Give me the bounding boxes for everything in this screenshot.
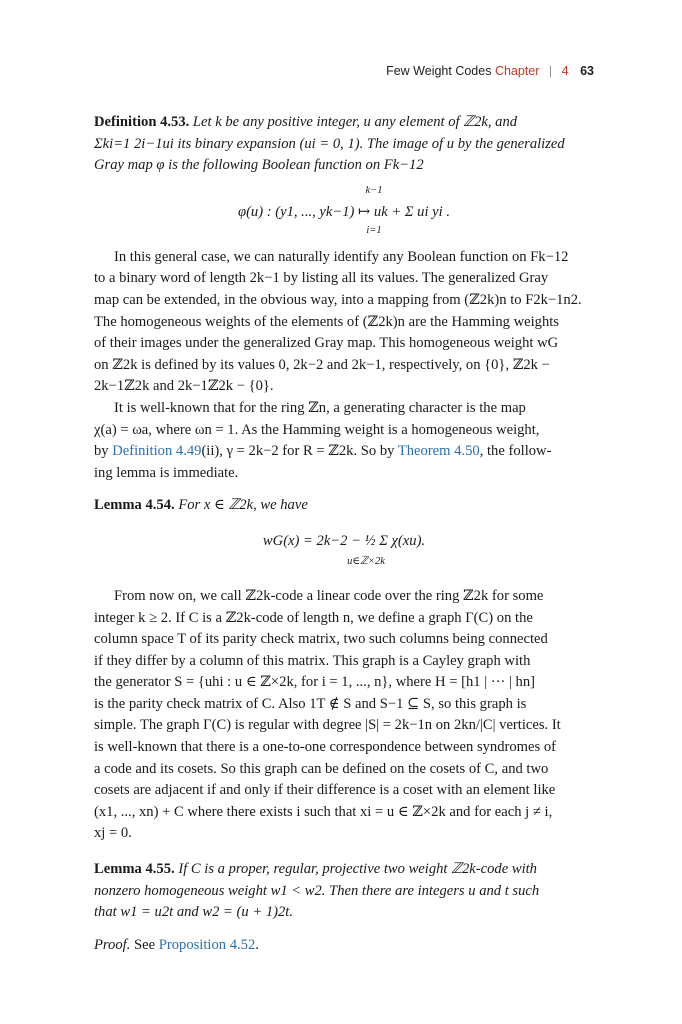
para2-line3	[94, 441, 594, 463]
lemma-4-55-line3: that w1 = u2t and w2 = (u + 1)2t.	[94, 904, 293, 921]
spacer	[94, 924, 594, 935]
homogeneous-weight-equation	[94, 517, 594, 575]
lemma-4-55-line1	[94, 859, 594, 881]
chapter-label: Chapter	[494, 64, 540, 78]
lemma-4-54-text: For x ∈ ℤ2k, we have	[178, 497, 308, 514]
para3-line3: column space T of its parity check matrix, two such columns being connected	[94, 631, 548, 648]
spacer	[94, 484, 594, 495]
para3-line11: (x1, ..., xn) + C where there exists i such that xi = u ∈ ℤ×2k and for each j ≠ i,	[94, 803, 553, 820]
eq1-lower-limit: i=1	[366, 224, 382, 236]
chapter-number: 4	[561, 64, 569, 78]
proposition-4-52-link[interactable]: Proposition 4.52	[158, 936, 256, 953]
lemma-4-54-label: Lemma 4.54.	[94, 497, 175, 514]
para1-line5: of their images under the generalized Gray map. This homogeneous weight wG	[94, 335, 559, 352]
para2-line3-pre: by	[94, 443, 109, 460]
para2-line3-mid: (ii), γ = 2k−2 for R = ℤ2k. So by	[201, 443, 395, 460]
gray-map-equation	[94, 177, 594, 247]
proof-post: .	[255, 936, 259, 953]
para3-line12: xj = 0.	[94, 825, 132, 842]
para1-line2: to a binary word of length 2k−1 by listing all its values. The generalized Gray	[94, 270, 549, 287]
eq1-upper-limit: k−1	[365, 184, 383, 196]
definition-4-53-line3: Gray map φ is the following Boolean function on Fk−12	[94, 157, 424, 174]
definition-4-49-link[interactable]: Definition 4.49	[112, 443, 202, 460]
eq2-lower-limit: u∈ℤ×2k	[347, 555, 385, 567]
definition-label: Definition 4.53.	[94, 114, 190, 130]
para3-line7: simple. The graph Γ(C) is regular with degree |S| = 2k−1n on 2kn/|C| vertices. It	[94, 717, 561, 734]
spacer	[94, 575, 594, 586]
para1-line7: 2k−1ℤ2k and 2k−1ℤ2k − {0}.	[94, 378, 274, 395]
spacer	[94, 845, 594, 859]
page-number: 63	[580, 64, 594, 78]
para3-line8: is well-known that there is a one-to-one correspondence between syndromes of	[94, 739, 556, 756]
running-header	[386, 64, 594, 78]
para2-line2: χ(a) = ωa, where ωn = 1. As the Hamming weight is a homogeneous weight,	[94, 421, 540, 438]
header-separator: |	[548, 64, 553, 78]
eq2-main: wG(x) = 2k−2 − ½ Σ χ(xu).	[262, 532, 426, 549]
para3-line1: From now on, we call ℤ2k-code a linear code over the ring ℤ2k for some	[114, 587, 544, 604]
definition-4-53-line1	[94, 112, 594, 134]
proof-pre: See	[134, 936, 156, 953]
proof-line	[94, 935, 594, 957]
para3-line10: cosets are adjacent if and only if their difference is a coset with an element like	[94, 782, 556, 799]
proof-label: Proof.	[94, 936, 131, 953]
definition-4-53-line2: Σki=1 2i−1ui its binary expansion (ui = 0, 1). The image of u by the generalized	[94, 135, 565, 152]
page-body	[94, 112, 594, 956]
book-title: Few Weight Codes	[386, 64, 492, 78]
lemma-4-55-line2: nonzero homogeneous weight w1 < w2. Then there are integers u and t such	[94, 882, 540, 899]
lemma-4-55-text-1: If C is a proper, regular, projective two weight ℤ2k-code with	[178, 861, 537, 878]
para2-line4: ing lemma is immediate.	[94, 464, 239, 481]
para2-line1: It is well-known that for the ring ℤn, a generating character is the map	[114, 399, 526, 416]
para1-line3: map can be extended, in the obvious way, into a mapping from (ℤ2k)n to F2k−1n2.	[94, 291, 582, 308]
eq1-main: φ(u) : (y1, ..., yk−1) ↦ uk + Σ ui yi .	[238, 203, 450, 220]
para1-line1: In this general case, we can naturally identify any Boolean function on Fk−12	[114, 248, 569, 265]
definition-text-1: Let k be any positive integer, u any element of ℤ2k, and	[192, 114, 518, 130]
para3-line2: integer k ≥ 2. If C is a ℤ2k-code of length n, we define a graph Γ(C) on the	[94, 609, 533, 626]
para3-line6: is the parity check matrix of C. Also 1T ∉ S and S−1 ⊆ S, so this graph is	[94, 695, 527, 712]
lemma-4-55-label: Lemma 4.55.	[94, 861, 175, 878]
para3-line4: if they differ by a column of this matrix. This graph is a Cayley graph with	[94, 652, 531, 669]
theorem-4-50-link[interactable]: Theorem 4.50	[397, 443, 480, 460]
para1-line6: on ℤ2k is defined by its values 0, 2k−2 and 2k−1, respectively, on {0}, ℤ2k −	[94, 356, 550, 373]
para2-line3-post: , the follow-	[479, 443, 552, 460]
para3-line9: a code and its cosets. So this graph can be defined on the cosets of C, and two	[94, 760, 549, 777]
lemma-4-54-statement	[94, 495, 594, 517]
para1-line4: The homogeneous weights of the elements of (ℤ2k)n are the Hamming weights	[94, 313, 559, 330]
para3-line5: the generator S = {uhi : u ∈ ℤ×2k, for i = 1, ..., n}, where H = [h1 | ··· | hn]	[94, 674, 536, 691]
